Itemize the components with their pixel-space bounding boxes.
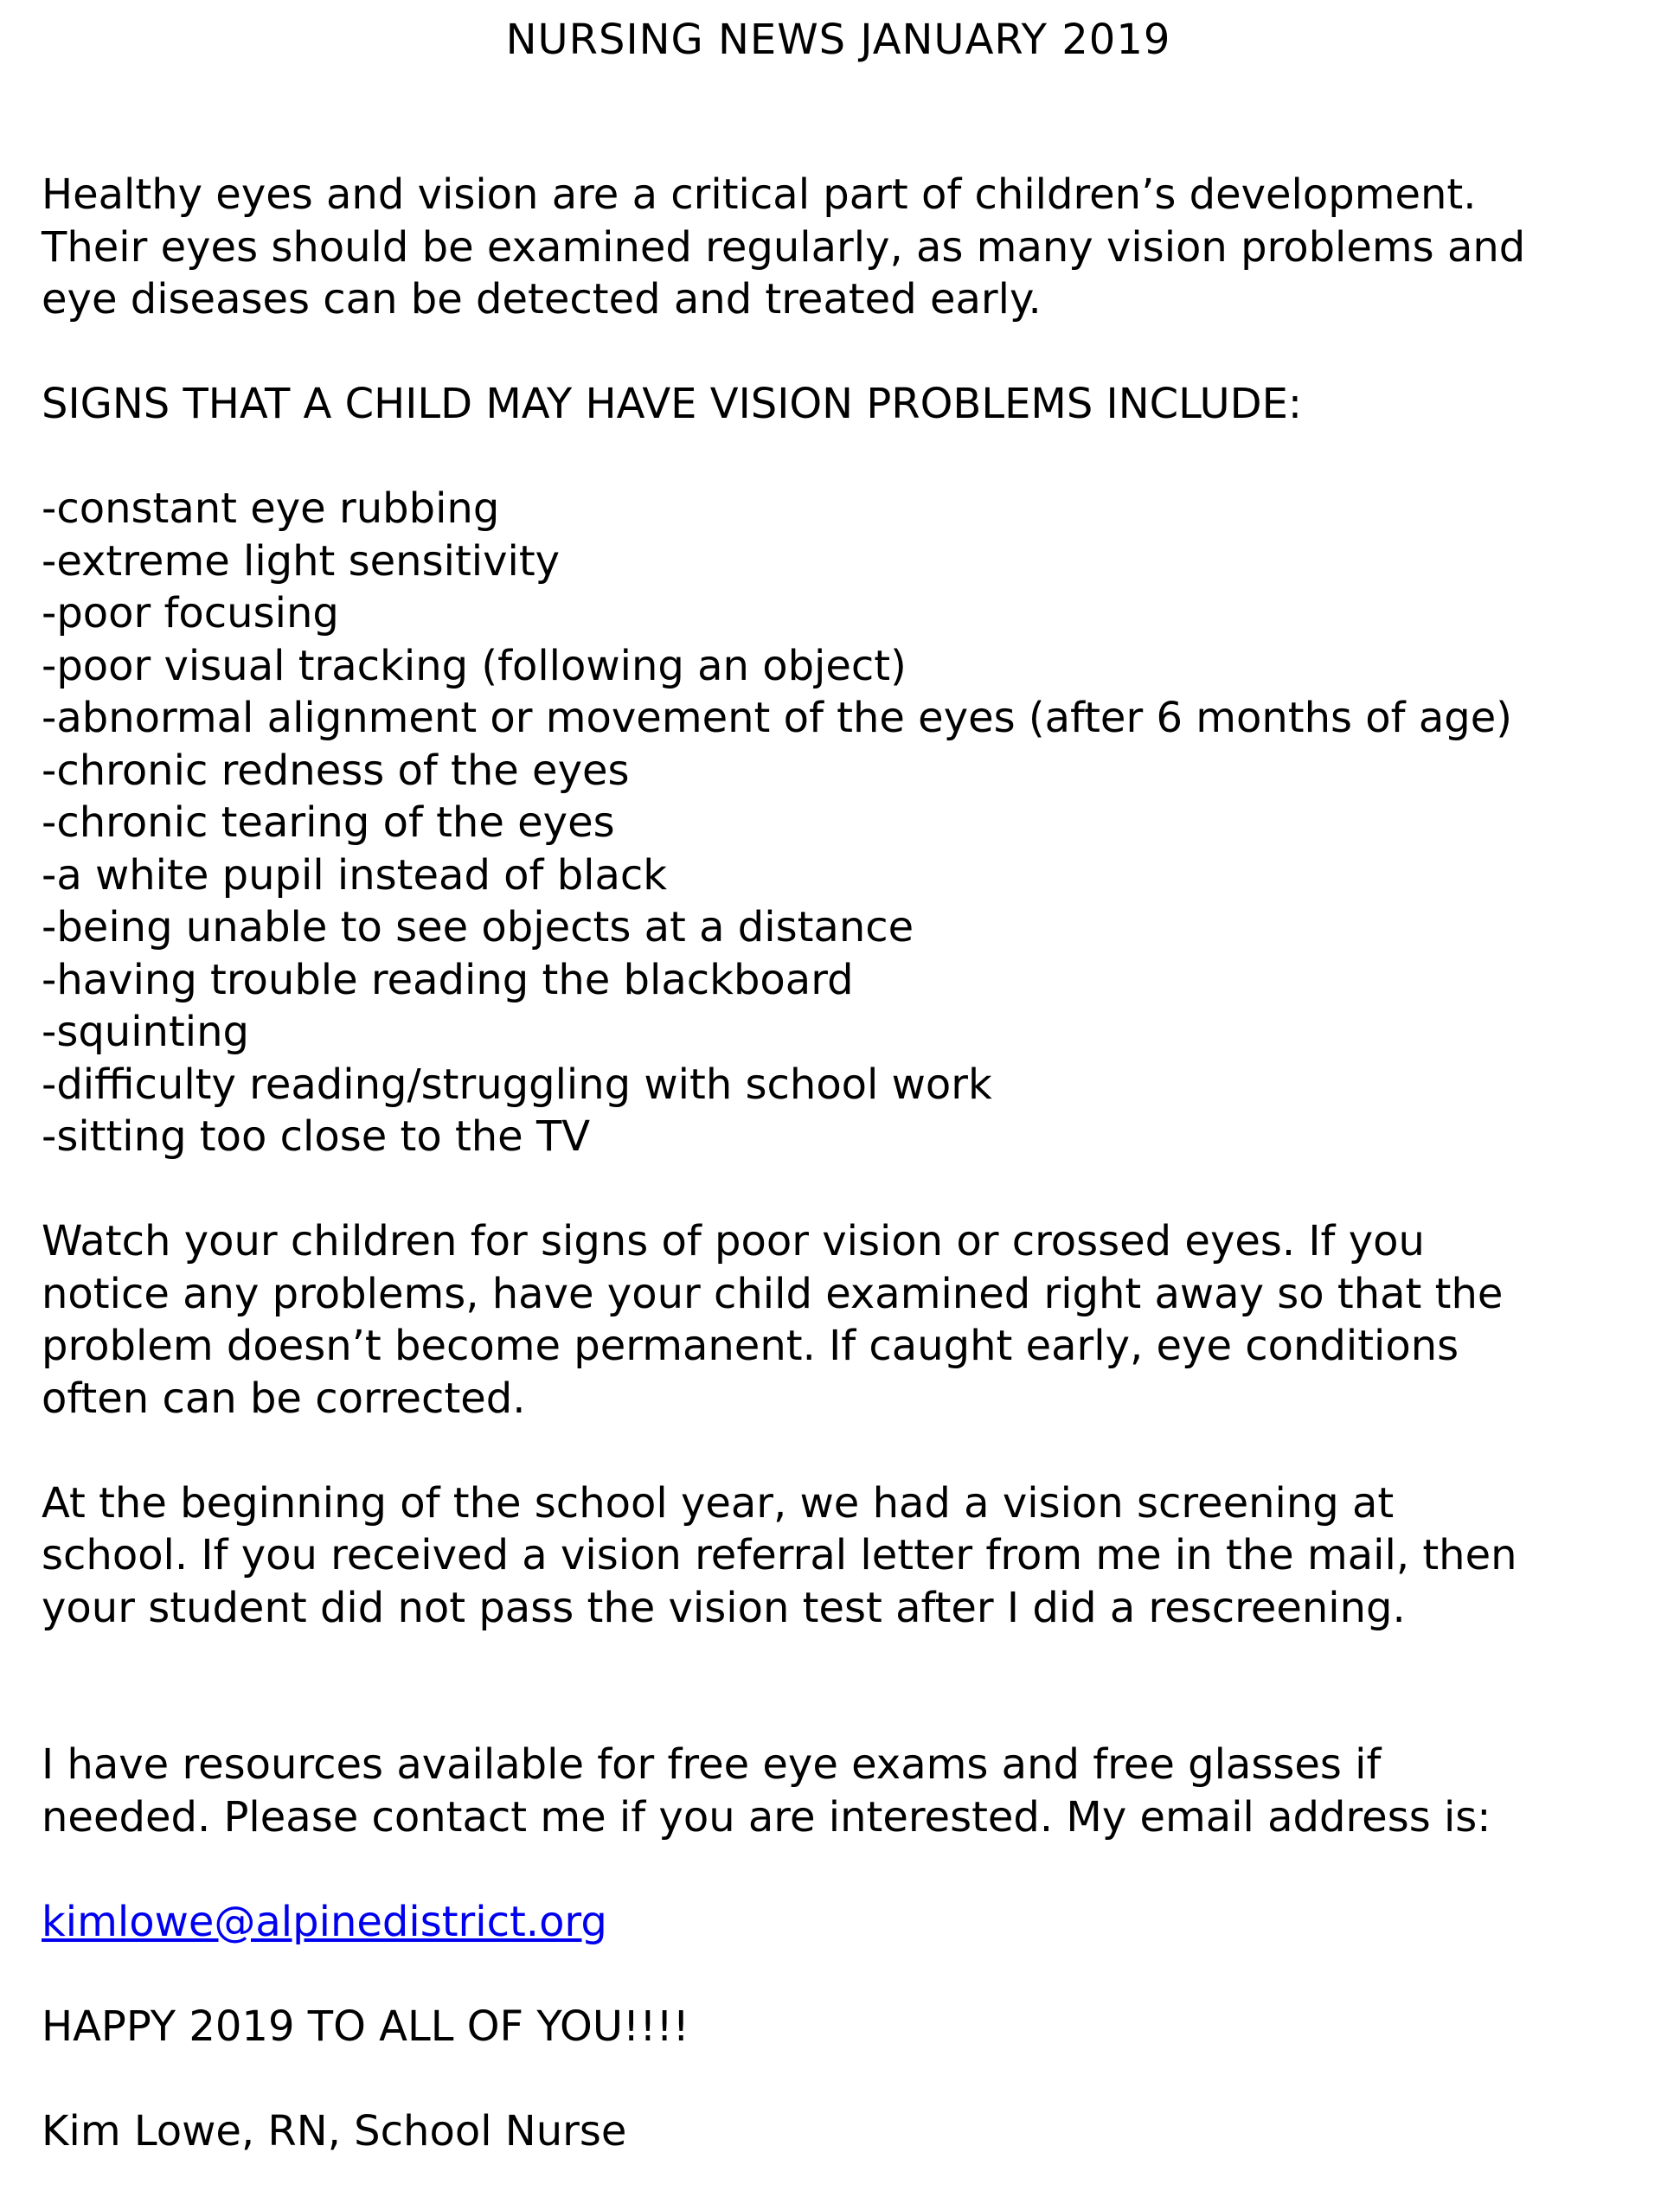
list-item: -extreme light sensitivity [42, 536, 561, 586]
list-item: -being unable to see objects at a distance [42, 903, 914, 951]
list-item: -poor focusing [42, 589, 339, 637]
signs-list [42, 483, 1651, 1163]
page-title: NURSING NEWS JANUARY 2019 [505, 16, 1171, 64]
screening-paragraph: At the beginning of the school year, we had a vision screening at school. If you received a vision referral letter from me in the mail, then your student did not pass the vision test after I did a rescreening. [42, 1478, 1517, 1632]
signs-heading: SIGNS THAT A CHILD MAY HAVE VISION PROBLEMS INCLUDE: [42, 380, 1303, 428]
list-item: -chronic tearing of the eyes [42, 798, 615, 847]
resources-paragraph: I have resources available for free eye exams and free glasses if needed. Please contact me if you are interested. My email address is: [42, 1740, 1491, 1842]
list-item: -abnormal alignment or movement of the eyes (after 6 months of age) [42, 694, 1512, 742]
signature: Kim Lowe, RN, School Nurse [42, 2106, 627, 2156]
list-item: -constant eye rubbing [42, 484, 500, 533]
newsletter-body [42, 169, 1651, 2210]
list-item: -sitting too close to the TV [42, 1112, 591, 1161]
watch-paragraph: Watch your children for signs of poor vision or crossed eyes. If you notice any problems, have your child examined right away so that the problem doesn’t become permanent. If caught early, eye conditions often can be corrected. [42, 1217, 1504, 1423]
email-link[interactable]: kimlowe@alpinedistrict.org [42, 1897, 607, 1946]
list-item: -a white pupil instead of black [42, 850, 668, 900]
intro-paragraph: Healthy eyes and vision are a critical part of children’s development. Their eyes should be examined regularly, as many vision problems and eye diseases can be detected and treated early. [42, 170, 1526, 323]
list-item: -chronic redness of the eyes [42, 746, 630, 795]
list-item: -difficulty reading/struggling with school work [42, 1060, 992, 1109]
resources-block [42, 1687, 1651, 1949]
list-item: -having trouble reading the blackboard [42, 955, 854, 1004]
list-item: -poor visual tracking (following an object) [42, 641, 907, 690]
greeting: HAPPY 2019 TO ALL OF YOU!!!! [42, 2002, 689, 2051]
list-item: -squinting [42, 1008, 250, 1056]
